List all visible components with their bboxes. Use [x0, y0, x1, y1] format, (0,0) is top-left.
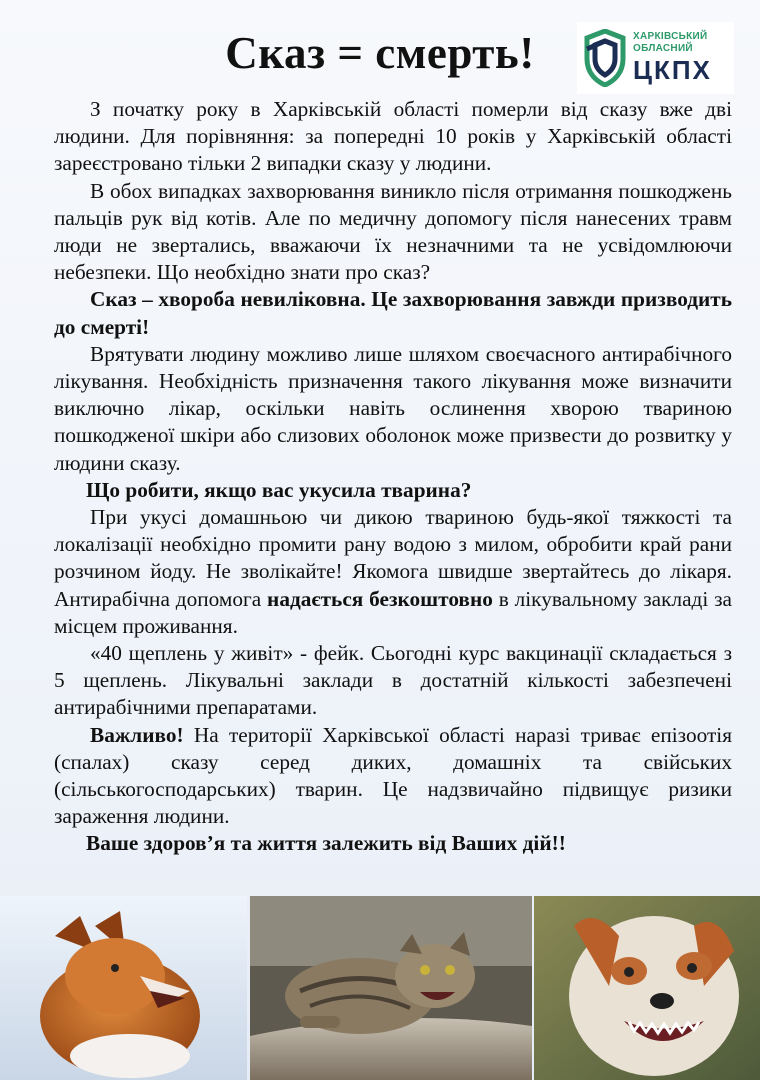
dog-photo: [534, 896, 760, 1080]
paragraph-6: [54, 504, 732, 640]
logo-line-1: ХАРКІВСЬКИЙ: [633, 31, 708, 42]
paragraph-9-bold: Ваше здоров’я та життя залежить від Ваших дій!!: [86, 831, 566, 856]
paragraph-4: Врятувати людину можливо лише шляхом своєчасного антирабічного лікування. Необхідність призначення такого лікування може визначити виключно лікар, оскільки навіть ослинення хворою твариною пошкодженої шкіри або слизових оболонок може призвести до розвитку у людини сказу.: [54, 341, 732, 475]
paragraph-9-closing: [54, 830, 732, 857]
logo: [577, 22, 734, 94]
paragraph-2: В обох випадках захворювання виникло після отримання пошкоджень пальців рук від котів. Але по медичну допомогу після нанесених травм люди не звертались, вважаючи їх незначними та не усвідомлюючи небезпеки. Що необхідно знати про сказ?: [54, 178, 732, 285]
photo-strip: [0, 896, 760, 1080]
fox-photo: [0, 896, 247, 1080]
paragraph-8: [54, 722, 732, 831]
paragraph-6-bold: надається безкоштовно: [267, 586, 493, 611]
paragraph-6-text-a: При укусі домашньою чи дикою твариною будь-якої тяжкості та локалізації необхідно промити рану водою з милом, обробити край рани розчином йоду. Не зволікайте! Якомога швидше звертайтесь до лікаря. Антирабічна допомога: [54, 505, 732, 611]
paragraph-5-heading: [54, 477, 732, 504]
paragraph-8-text: На території Харківської області наразі триває епізоотія (спалах) сказу серед диких, домашніх та свійських (сільськогосподарських) тварин. Це надзвичайно підвищує ризики зараження людини.: [54, 722, 732, 829]
logo-line-2: ОБЛАСНИЙ: [633, 43, 693, 54]
paragraph-8-bold: Важливо!: [90, 722, 184, 747]
page-title: Сказ = смерть!: [225, 28, 535, 78]
paragraph-1: З початку року в Харківській області померли від сказу вже дві людини. Для порівняння: за попередні 10 років у Харківській області зареєстровано тільки 2 випадки сказу у людини.: [54, 97, 732, 176]
paragraph-6-text-b: в лікувальному закладі за місцем проживання.: [54, 586, 732, 638]
paragraph-3-bold: Сказ – хвороба невиліковна. Це захворювання завжди призводить до смерті!: [54, 287, 732, 339]
logo-line-3: ЦКПХ: [633, 55, 712, 85]
article-body: [54, 96, 732, 858]
wild-cat-photo: [250, 896, 532, 1080]
shield-icon: [583, 29, 627, 87]
paragraph-7-text: «40 щеплень у живіт» - фейк. Сьогодні курс вакцинації складається з 5 щеплень. Лікувальні заклади в достатній кількості забезпечені антирабічними препаратами.: [54, 641, 732, 720]
paragraph-3: [54, 286, 732, 340]
paragraph-5-bold: Що робити, якщо вас укусила тварина?: [86, 477, 472, 502]
paragraph-7: [54, 640, 732, 722]
